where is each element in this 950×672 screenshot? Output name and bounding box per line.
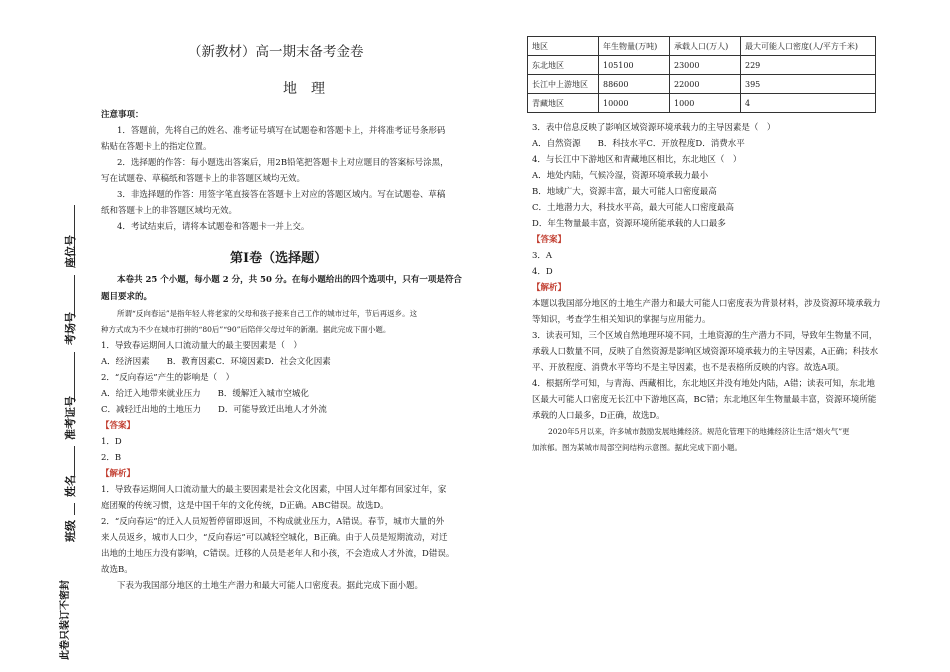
question-2-options: A．给迁入地带来就业压力 B．缓解迁入城市空城化	[101, 389, 309, 399]
analysis-line: 2．“反向春运”的迁入人员短暂停留即返回，不构成就业压力，A错误。春节，城市大量的外	[101, 517, 445, 527]
answer-1: 1．D	[101, 437, 122, 447]
table-header-row	[528, 37, 876, 56]
table-cell: 395	[741, 75, 876, 94]
name-label: 姓名	[64, 475, 77, 497]
answer-4: 4．D	[532, 267, 553, 277]
notice-line: 2．选择题的作答：每小题选出答案后，用2B铅笔把答题卡上对应题目的答案标号涂黑，	[117, 158, 449, 168]
subject-title: 地 理	[283, 81, 325, 97]
binding-line-2	[74, 275, 75, 315]
exam-room-label: 考场号	[64, 312, 77, 345]
binding-line-3	[74, 352, 75, 402]
notice-line: 纸和答题卡上的非答题区域均无效。	[101, 206, 238, 216]
passage-line: 所谓“反向春运”是指年轻人将老家的父母和孩子接来自己工作的城市过年，节后再返乡。这	[117, 309, 418, 318]
question-4-option-b: B．地域广大，资源丰富，最大可能人口密度最高	[532, 187, 717, 197]
notice-line: 粘贴在答题卡上的指定位置。	[101, 142, 212, 152]
table-cell: 4	[741, 94, 876, 113]
section1-body	[101, 272, 462, 594]
analysis-line: 承载人口数量不同，反映了自然资源是影响区域资源环境承载力的主导因素，A正确；科技水	[532, 347, 879, 357]
question-2: 2．“反向春运”产生的影响是（ ）	[101, 373, 235, 383]
table-header-cell: 最大可能人口密度(人/平方千米)	[741, 37, 876, 56]
table-cell: 22000	[670, 75, 741, 94]
paper-title: （新教材）高一期末备考金卷	[188, 44, 364, 60]
passage-line: 加浓郁。图为某城市局部空间结构示意图。据此完成下面小题。	[532, 443, 742, 452]
analysis-label: 【解析】	[101, 469, 136, 479]
table-header-cell: 地区	[528, 37, 599, 56]
question-2-options: C．减轻迁出地的土地压力 D．可能导致迁出地人才外流	[101, 405, 327, 415]
question-3: 3．表中信息反映了影响区域资源环境承载力的主导因素是（ ）	[532, 123, 776, 133]
section-intro: 本卷共 25 个小题，每小题 2 分，共 50 分。在每小题给出的四个选项中，只有一项是符合	[117, 275, 462, 285]
analysis-line: 平、开放程度、消费水平等均不是主导因素，也不是表格所反映的内容。故选A项。	[532, 363, 845, 373]
table-cell: 长江中上游地区	[528, 75, 599, 94]
answer-3: 3．A	[532, 251, 553, 261]
table-cell: 10000	[599, 94, 670, 113]
passage-line: 种方式成为不少在城市打拼的“80后”“90”后陪伴父母过年的新潮。据此完成下面小题。	[101, 325, 391, 334]
passage-line: 2020年5月以来，许多城市鼓励发展地摊经济。规范化管理下的地摊经济让生活“烟火气”更	[548, 427, 850, 436]
question-3-options: A．自然资源 B．科技水平C．开放程度D．消费水平	[532, 139, 745, 149]
binding-line-5	[74, 503, 75, 515]
analysis-line: 1．导致春运期间人口流动量大的最主要因素是社会文化因素，中国人过年都有回家过年，家	[101, 485, 447, 495]
table-row	[528, 75, 876, 94]
analysis-line: 来人员返乡，城市人口少，“反向春运”可以减轻空城化，B正确。由于人员是短期流动，对迁	[101, 533, 448, 543]
notice-line: 4．考试结束后，请将本试题卷和答题卡一并上交。	[117, 222, 310, 232]
seal-notice: 此卷只装订不密封	[60, 580, 71, 660]
table-header-cell: 承载人口(万人)	[670, 37, 741, 56]
seat-number-label: 座位号	[64, 235, 77, 268]
land-potential-table	[527, 36, 876, 113]
question-1: 1．导致春运期间人口流动量大的最主要因素是（ ）	[101, 341, 302, 351]
notice-line: 写在试题卷、草稿纸和答题卡上的非答题区域均无效。	[101, 174, 306, 184]
analysis-line: 出地的土地压力没有影响，C错误。迁移的人员是老年人和小孩，不会造成人才外流，D错误。	[101, 549, 455, 559]
right-column-body	[532, 120, 881, 456]
admission-number-label: 准考证号	[64, 396, 77, 440]
notice-heading: 注意事项：	[101, 110, 144, 120]
class-label: 班级	[64, 520, 77, 542]
table-row	[528, 94, 876, 113]
answer-label: 【答案】	[101, 421, 136, 431]
analysis-line: 本题以我国部分地区的土地生产潜力和最大可能人口密度表为背景材料，涉及资源环境承载力	[532, 299, 881, 309]
table-cell: 青藏地区	[528, 94, 599, 113]
table-cell: 1000	[670, 94, 741, 113]
question-4-option-c: C．土地潜力大，科技水平高，最大可能人口密度最高	[532, 203, 735, 213]
analysis-line: 区最大可能人口密度无长江中下游地区高，BC错；东北地区年生物量最丰富，资源环境所能	[532, 395, 877, 405]
table-cell: 105100	[599, 56, 670, 75]
table-cell: 88600	[599, 75, 670, 94]
table-header-cell: 年生物量(万吨)	[599, 37, 670, 56]
analysis-line: 庭团聚的传统习惯，这是中国千年的文化传统，D正确。ABC错误。故选D。	[101, 501, 389, 511]
notice-line: 3．非选择题的作答：用签字笔直接答在答题卡上对应的答题区域内。写在试题卷、草稿	[117, 190, 446, 200]
table-cell: 东北地区	[528, 56, 599, 75]
question-4: 4．与长江中下游地区和青藏地区相比，东北地区（ ）	[532, 155, 742, 165]
question-4-option-d: D．年生物量最丰富，资源环境所能承载的人口最多	[532, 219, 726, 229]
analysis-line: 故选B。	[101, 565, 133, 575]
notice-line: 1．答题前，先将自己的姓名、准考证号填写在试题卷和答题卡上，并将准考证号条形码	[117, 126, 446, 136]
answer-label: 【答案】	[532, 235, 567, 245]
binding-line-4	[74, 446, 75, 476]
question-1-options: A．经济因素 B．教育因素C．环境因素D．社会文化因素	[101, 357, 331, 367]
analysis-line: 3．读表可知，三个区域自然地理环境不同，土地资源的生产潜力不同，导致年生物量不同，	[532, 331, 878, 341]
analysis-label: 【解析】	[532, 283, 567, 293]
table-cell: 229	[741, 56, 876, 75]
notice-block	[101, 123, 449, 235]
answer-2: 2．B	[101, 453, 122, 463]
analysis-line: 4．根据所学可知，与青海、西藏相比，东北地区并没有地处内陆，A错；读表可知，东北地	[532, 379, 876, 389]
section-intro: 题目要求的。	[101, 292, 153, 302]
analysis-line: 承载的人口最多，D正确，故选D。	[532, 411, 665, 421]
question-4-option-a: A．地处内陆，气候冷湿，资源环境承载力最小	[532, 171, 709, 181]
analysis-line: 下表为我国部分地区的土地生产潜力和最大可能人口密度表。据此完成下面小题。	[117, 581, 424, 591]
section1-title: 第Ⅰ卷（选择题）	[230, 251, 328, 266]
table-row	[528, 56, 876, 75]
analysis-line: 等知识，考查学生相关知识的掌握与应用能力。	[532, 315, 711, 325]
table-cell: 23000	[670, 56, 741, 75]
